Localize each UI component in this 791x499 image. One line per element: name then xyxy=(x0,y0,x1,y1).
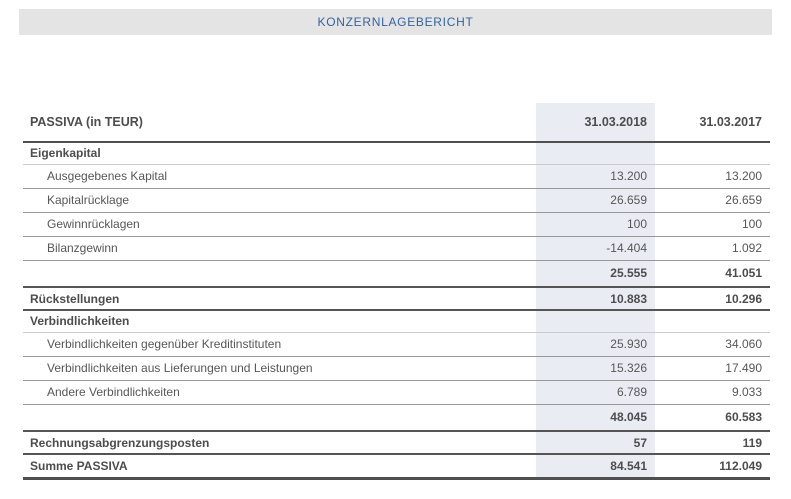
row-value-2018 xyxy=(536,310,655,332)
row-value-2018: 25.930 xyxy=(536,332,655,356)
row-label: Rechnungsabgrenzungsposten xyxy=(23,431,536,454)
row-value-2017: 34.060 xyxy=(655,332,770,356)
row-value-2018: -14.404 xyxy=(536,236,655,260)
table-row-verbindlichkeiten-lieferungen xyxy=(23,356,770,380)
row-value-2017: 26.659 xyxy=(655,188,770,212)
row-label: Verbindlichkeiten gegenüber Kreditinstituten xyxy=(23,332,536,356)
row-label: Rückstellungen xyxy=(23,287,536,310)
table-row-andere-verbindlichkeiten xyxy=(23,380,770,404)
row-value-2017: 9.033 xyxy=(655,380,770,404)
table-row-verbindlichkeiten xyxy=(23,310,770,332)
row-value-2018: 57 xyxy=(536,431,655,454)
row-value-2017: 17.490 xyxy=(655,356,770,380)
row-label: Kapitalrücklage xyxy=(23,188,536,212)
report-header-band xyxy=(19,9,772,35)
row-value-2017: 60.583 xyxy=(655,404,770,431)
table-row-kapitalruecklage xyxy=(23,188,770,212)
row-label: Eigenkapital xyxy=(23,142,536,164)
row-value-2018: 26.659 xyxy=(536,188,655,212)
row-value-2018: 100 xyxy=(536,212,655,236)
row-value-2017: 13.200 xyxy=(655,164,770,188)
row-value-2017: 1.092 xyxy=(655,236,770,260)
row-label: Verbindlichkeiten aus Lieferungen und Leistungen xyxy=(23,356,536,380)
row-value-2018: 84.541 xyxy=(536,454,655,478)
row-value-2017: 112.049 xyxy=(655,454,770,478)
table-row-verbindlichkeiten-kreditinstitute xyxy=(23,332,770,356)
table-row-rueckstellungen xyxy=(23,287,770,310)
row-label xyxy=(23,260,536,287)
passiva-balance-table xyxy=(23,103,770,480)
row-label: Verbindlichkeiten xyxy=(23,310,536,332)
row-label xyxy=(23,404,536,431)
row-label: Andere Verbindlichkeiten xyxy=(23,380,536,404)
table-row-bilanzgewinn xyxy=(23,236,770,260)
table-row-verbindlichkeiten-summe xyxy=(23,404,770,431)
row-value-2018: 6.789 xyxy=(536,380,655,404)
table-header-row xyxy=(23,103,770,142)
row-value-2018: 15.326 xyxy=(536,356,655,380)
row-value-2018: 10.883 xyxy=(536,287,655,310)
table-row-eigenkapital xyxy=(23,142,770,164)
row-value-2017: 119 xyxy=(655,431,770,454)
table-row-summe-passiva xyxy=(23,454,770,478)
row-value-2017 xyxy=(655,142,770,164)
table-row-gewinnruecklagen xyxy=(23,212,770,236)
table-row-eigenkapital-summe xyxy=(23,260,770,287)
row-label: Ausgegebenes Kapital xyxy=(23,164,536,188)
row-label: Gewinnrücklagen xyxy=(23,212,536,236)
column-header-2017: 31.03.2017 xyxy=(655,103,770,142)
row-value-2018 xyxy=(536,142,655,164)
row-label: Bilanzgewinn xyxy=(23,236,536,260)
row-value-2018: 48.045 xyxy=(536,404,655,431)
row-value-2018: 13.200 xyxy=(536,164,655,188)
column-header-2018: 31.03.2018 xyxy=(536,103,655,142)
table-row-ausgegebenes-kapital xyxy=(23,164,770,188)
row-value-2017: 41.051 xyxy=(655,260,770,287)
report-title: KONZERNLAGEBERICHT xyxy=(317,15,474,29)
row-value-2018: 25.555 xyxy=(536,260,655,287)
column-header-passiva: PASSIVA (in TEUR) xyxy=(23,103,536,142)
row-value-2017 xyxy=(655,310,770,332)
table-row-rechnungsabgrenzungsposten xyxy=(23,431,770,454)
row-value-2017: 100 xyxy=(655,212,770,236)
row-label: Summe PASSIVA xyxy=(23,454,536,478)
row-value-2017: 10.296 xyxy=(655,287,770,310)
